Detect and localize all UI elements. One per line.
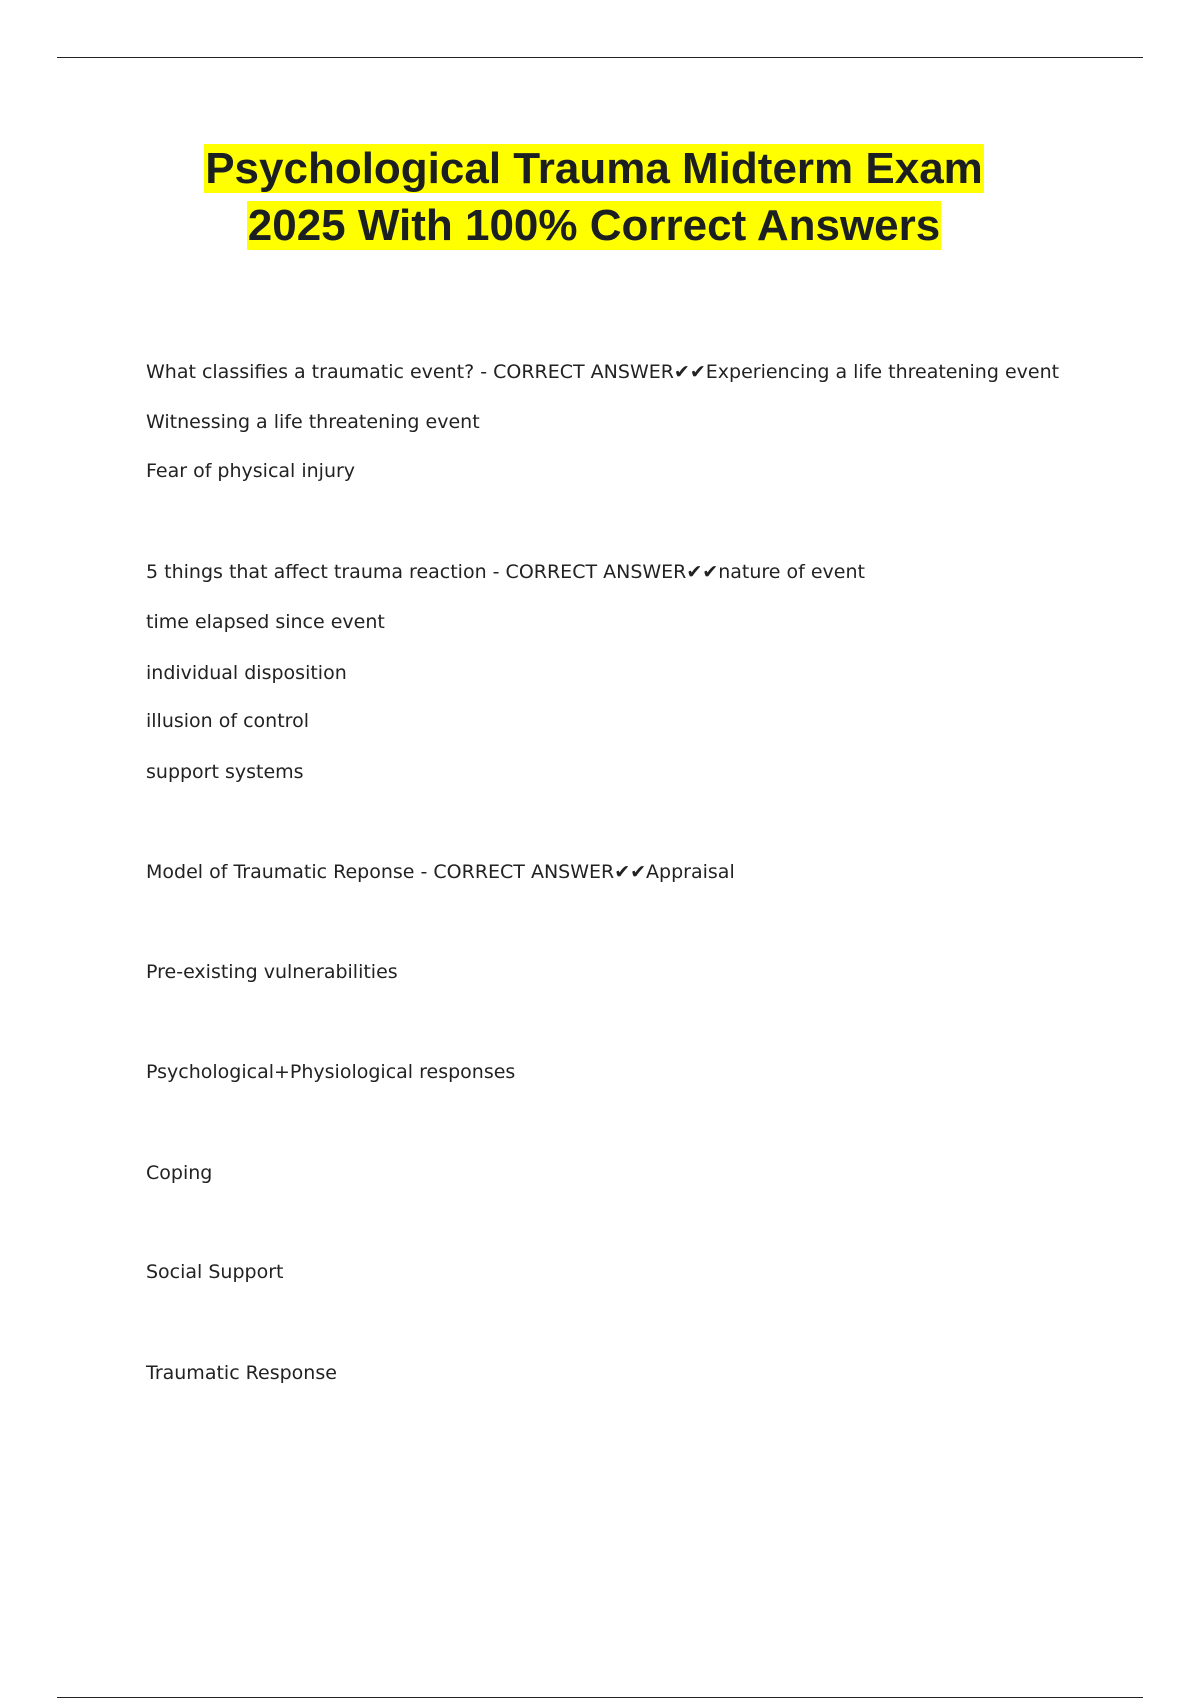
header-rule [57, 57, 1143, 58]
answer-3-line-4: Social Support [146, 1261, 284, 1283]
question-2: 5 things that affect trauma reaction - CORRECT ANSWER✔✔nature of event [146, 561, 865, 583]
answer-3-line-5: Traumatic Response [146, 1362, 337, 1384]
answer-1-line-2: Fear of physical injury [146, 460, 356, 482]
question-3: Model of Traumatic Reponse - CORRECT ANSWER✔✔Appraisal [146, 861, 735, 883]
answer-3-line-1: Pre-existing vulnerabilities [146, 961, 398, 983]
question-1: What classifies a traumatic event? - CORRECT ANSWER✔✔Experiencing a life threatening event [146, 361, 1060, 383]
document-title [0, 140, 1188, 254]
title-line-1: Psychological Trauma Midterm Exam [205, 144, 983, 193]
answer-2-line-2: individual disposition [146, 662, 347, 684]
answer-2-line-3: illusion of control [146, 710, 309, 732]
answer-2-line-1: time elapsed since event [146, 611, 385, 633]
answer-2-line-4: support systems [146, 761, 304, 783]
footer-rule [57, 1697, 1143, 1698]
answer-3-line-3: Coping [146, 1162, 213, 1184]
answer-1-line-1: Witnessing a life threatening event [146, 411, 480, 433]
answer-3-line-2: Psychological+Physiological responses [146, 1061, 516, 1083]
title-line-2: 2025 With 100% Correct Answers [247, 201, 941, 250]
